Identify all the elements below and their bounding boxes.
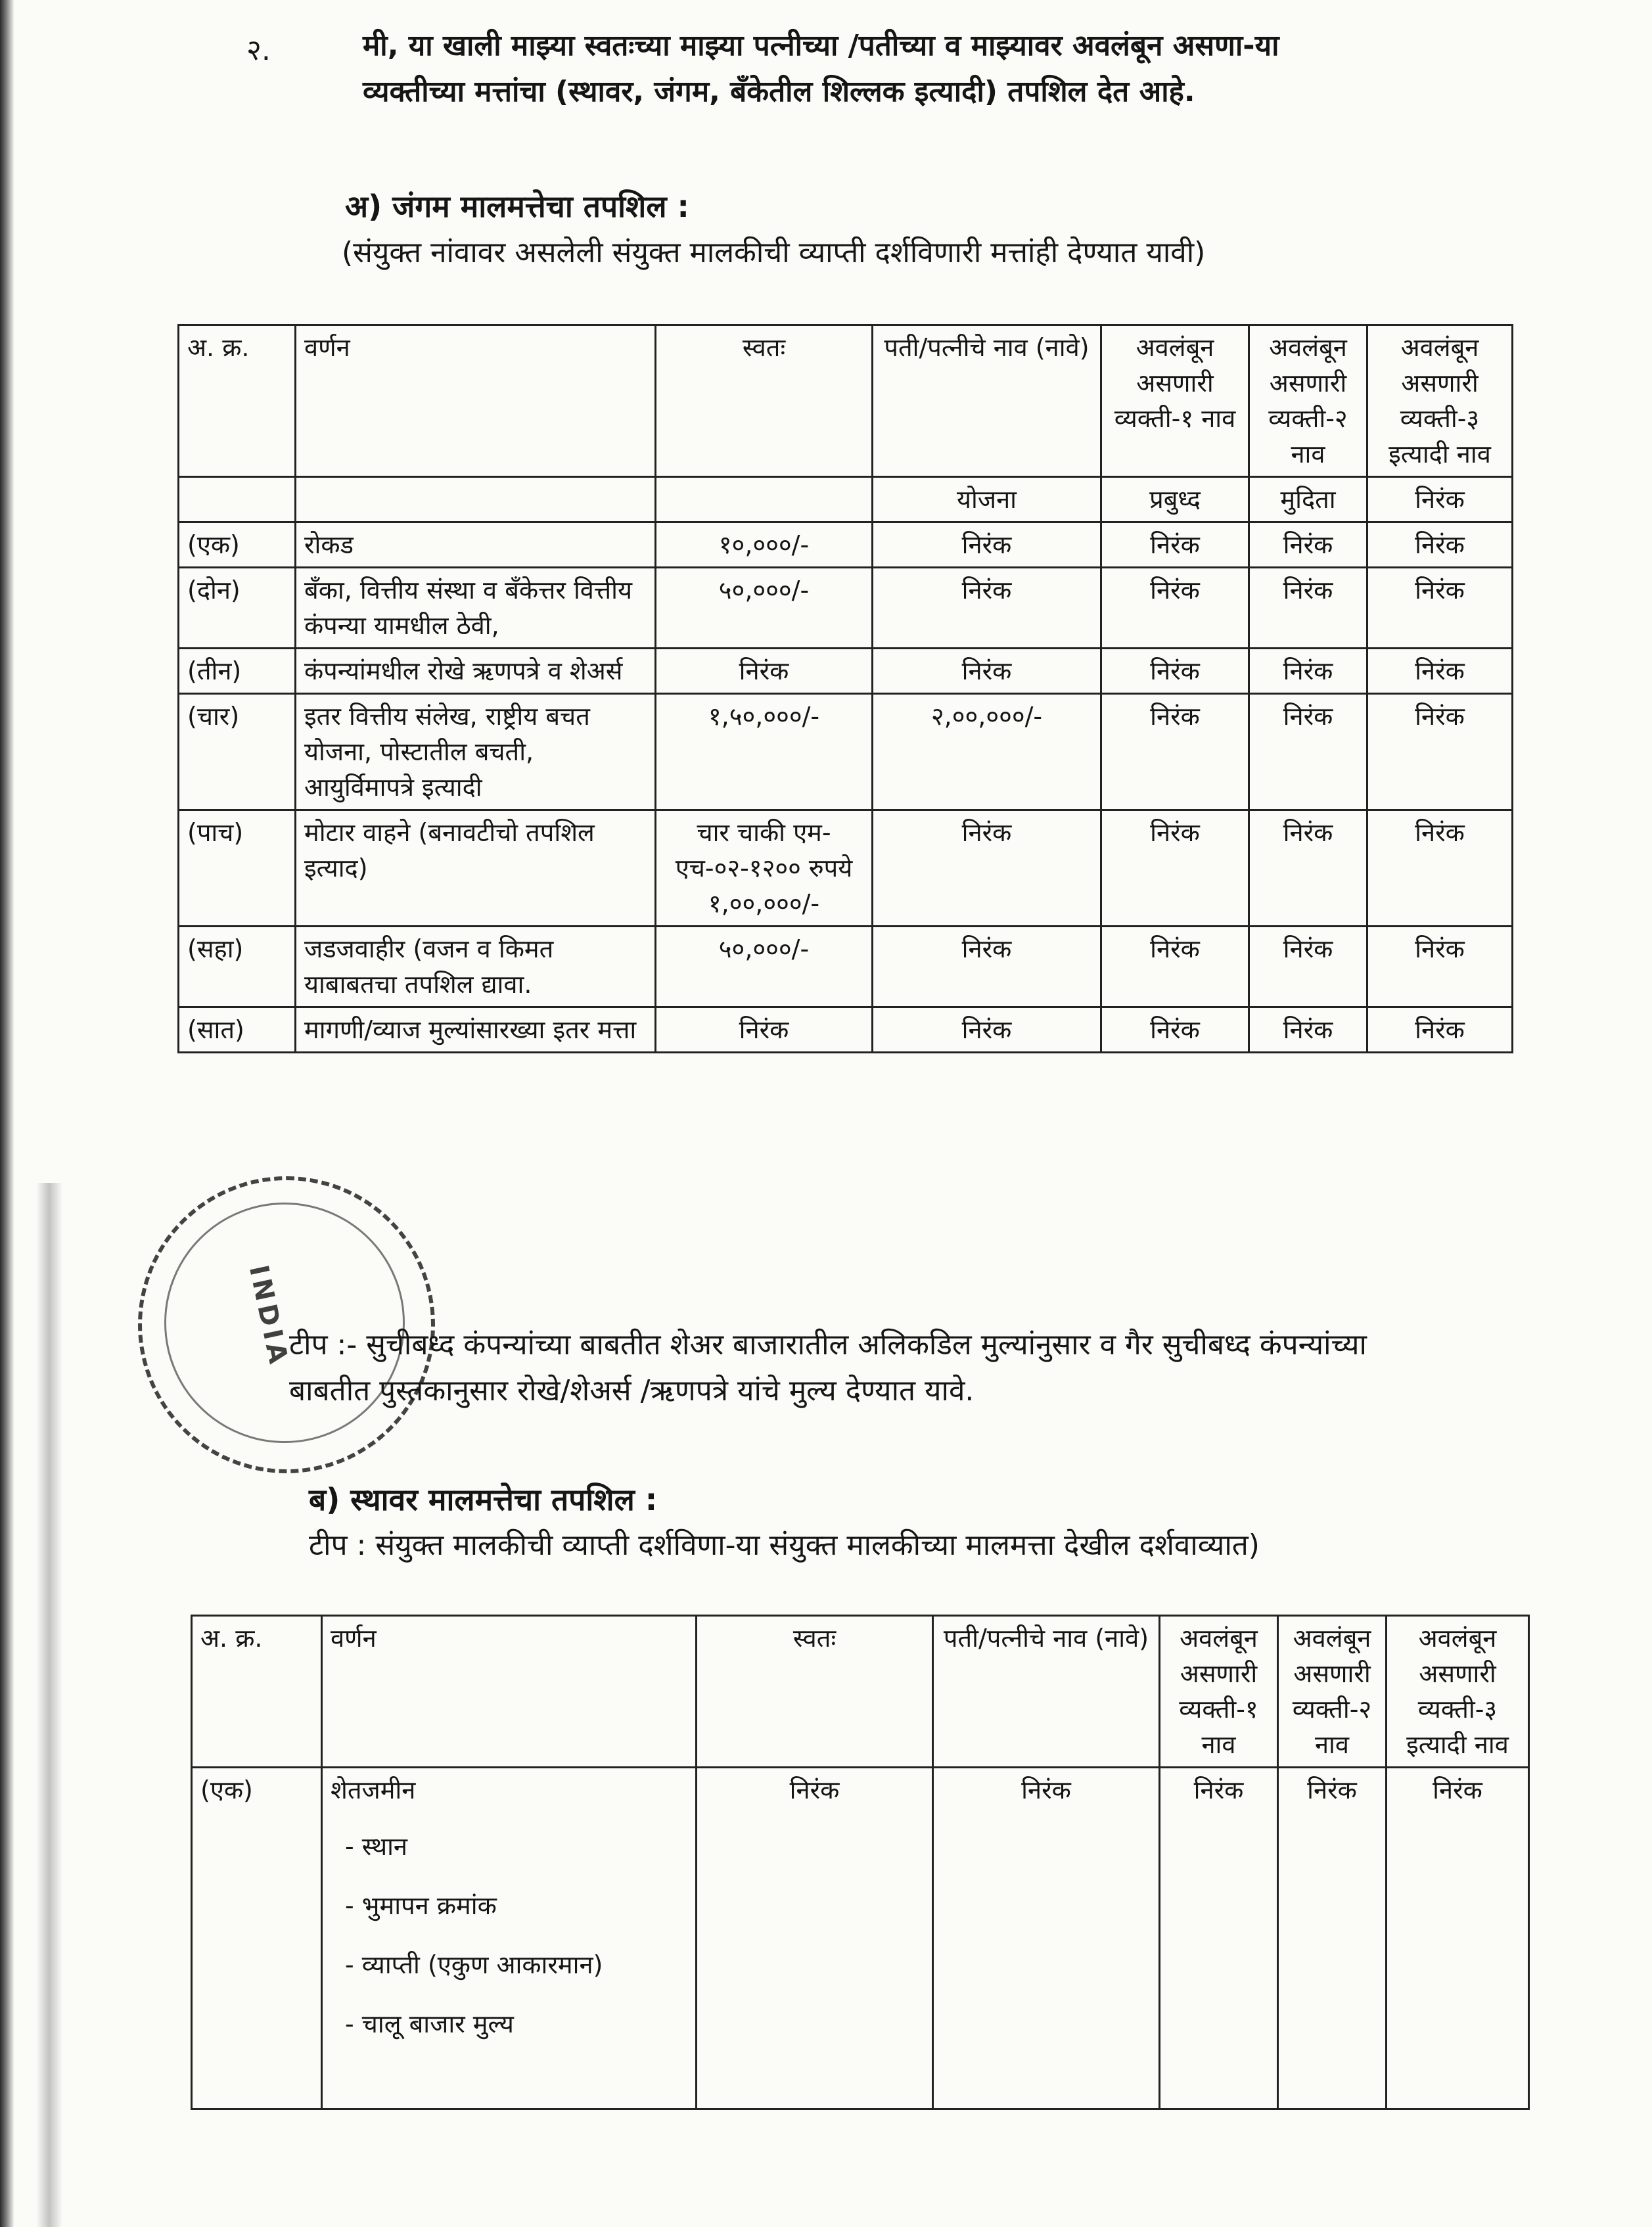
row-dependent-1-value: निरंक — [1160, 1768, 1278, 2109]
table-row — [179, 1007, 1513, 1053]
dependent-2-name: मुदिता — [1249, 477, 1367, 522]
row-dependent-3-value: निरंक — [1367, 522, 1513, 568]
header-dependent-2: अवलंबून असणारी व्यक्ती-२ नाव — [1249, 325, 1367, 477]
row-dependent-2-value: निरंक — [1249, 649, 1367, 694]
row-self-value: निरंक — [656, 649, 873, 694]
header-self: स्वतः — [656, 325, 873, 477]
row-dependent-3-value: निरंक — [1367, 568, 1513, 649]
spouse-name: योजना — [873, 477, 1101, 522]
row-dependent-2-value: निरंक — [1249, 694, 1367, 810]
dependent-3-name: निरंक — [1367, 477, 1513, 522]
row-self-value: १०,०००/- — [656, 522, 873, 568]
table-header-row — [179, 325, 1513, 477]
row-dependent-3-value: निरंक — [1367, 694, 1513, 810]
header-spouse: पती/पत्नीचे नाव (नावे) — [873, 325, 1101, 477]
row-sr: (दोन) — [179, 568, 296, 649]
row-spouse-value: २,००,०००/- — [873, 694, 1101, 810]
list-item: - भुमापन क्रमांक — [345, 1891, 497, 1920]
table-names-row — [179, 477, 1513, 522]
section-number: २. — [246, 34, 271, 67]
land-details-list — [331, 1817, 687, 2054]
row-self-value: चार चाकी एम-एच-०२-१२०० रुपये १,००,०००/- — [656, 810, 873, 927]
movable-subheading: (संयुक्त नांवावर असलेली संयुक्त मालकीची व्याप्ती दर्शविणारी मत्तांही देण्यात यावी) — [342, 236, 1206, 269]
row-self-value: निरंक — [656, 1007, 873, 1053]
row-spouse-value: निरंक — [873, 927, 1101, 1007]
row-description: जडजवाहीर (वजन व किमत याबाबतचा तपशिल द्यावा. — [296, 927, 656, 1007]
note-line-2: बाबतीत पुस्तकानुसार रोखे/शेअर्स /ऋणपत्रे यांचे मुल्य देण्यात यावे. — [289, 1374, 975, 1408]
scan-shadow-stripe — [36, 1183, 62, 2227]
list-item: - चालू बाजार मुल्य — [345, 2009, 514, 2038]
intro-line-2: व्यक्तीच्या मत्तांचा (स्थावर, जंगम, बँकेतील शिल्लक इत्यादी) तपशिल देत आहे. — [363, 75, 1195, 108]
header-dependent-3: अवलंबून असणारी व्यक्ती-३ इत्यादी नाव — [1367, 325, 1513, 477]
row-dependent-1-value: निरंक — [1101, 810, 1249, 927]
header-dependent-1: अवलंबून असणारी व्यक्ती-१ नाव — [1160, 1616, 1278, 1768]
movable-heading: अ) जंगम मालमत्तेचा तपशिल : — [345, 189, 689, 224]
table-row — [179, 810, 1513, 927]
row-sr: (तीन) — [179, 649, 296, 694]
table-row — [179, 927, 1513, 1007]
row-sr: (चार) — [179, 694, 296, 810]
header-description: वर्णन — [296, 325, 656, 477]
table-header-row — [192, 1616, 1529, 1768]
table-row — [179, 568, 1513, 649]
row-dependent-2-value: निरंक — [1249, 927, 1367, 1007]
row-dependent-2-value: निरंक — [1249, 568, 1367, 649]
immovable-assets-table — [191, 1615, 1530, 2110]
row-dependent-1-value: निरंक — [1101, 1007, 1249, 1053]
names-cell — [296, 477, 656, 522]
row-dependent-2-value: निरंक — [1249, 1007, 1367, 1053]
row-description: मोटार वाहने (बनावटीचो तपशिल इत्याद) — [296, 810, 656, 927]
row-dependent-3-value: निरंक — [1367, 1007, 1513, 1053]
row-sr: (सहा) — [179, 927, 296, 1007]
row-sr: (पाच) — [179, 810, 296, 927]
header-sr: अ. क्र. — [179, 325, 296, 477]
header-sr: अ. क्र. — [192, 1616, 322, 1768]
row-description: रोकड — [296, 522, 656, 568]
row-dependent-1-value: निरंक — [1101, 522, 1249, 568]
row-spouse-value: निरंक — [933, 1768, 1160, 2109]
row-sr: (एक) — [192, 1768, 322, 2109]
row-spouse-value: निरंक — [873, 649, 1101, 694]
row-dependent-3-value: निरंक — [1367, 649, 1513, 694]
table-row — [192, 1768, 1529, 2109]
row-description: कंपन्यांमधील रोखे ऋणपत्रे व शेअर्स — [296, 649, 656, 694]
row-sr: (सात) — [179, 1007, 296, 1053]
row-self-value: निरंक — [697, 1768, 933, 2109]
row-self-value: १,५०,०००/- — [656, 694, 873, 810]
dependent-1-name: प्रबुध्द — [1101, 477, 1249, 522]
row-dependent-1-value: निरंक — [1101, 568, 1249, 649]
row-dependent-2-value: निरंक — [1278, 1768, 1387, 2109]
row-dependent-3-value: निरंक — [1367, 927, 1513, 1007]
row-description — [322, 1768, 697, 2109]
header-description: वर्णन — [322, 1616, 697, 1768]
names-cell — [179, 477, 296, 522]
official-stamp-text: INDIA — [242, 1262, 294, 1370]
row-spouse-value: निरंक — [873, 522, 1101, 568]
list-item: - स्थान — [345, 1832, 408, 1861]
immovable-subheading: टीप : संयुक्त मालकीची व्याप्ती दर्शविणा-या संयुक्त मालकीच्या मालमत्ता देखील दर्शवाव्यात) — [309, 1528, 1260, 1562]
immovable-heading: ब) स्थावर मालमत्तेचा तपशिल : — [309, 1482, 658, 1517]
table-row — [179, 522, 1513, 568]
row-dependent-1-value: निरंक — [1101, 649, 1249, 694]
row-description: इतर वित्तीय संलेख, राष्ट्रीय बचत योजना, पोस्टातील बचती, आयुर्विमापत्रे इत्यादी — [296, 694, 656, 810]
intro-line-1: मी, या खाली माझ्या स्वतःच्या माझ्या पत्नीच्या /पतीच्या व माझ्यावर अवलंबून असणा-या — [363, 29, 1279, 62]
header-spouse: पती/पत्नीचे नाव (नावे) — [933, 1616, 1160, 1768]
row-dependent-2-value: निरंक — [1249, 522, 1367, 568]
movable-assets-table — [177, 324, 1513, 1053]
row-sr: (एक) — [179, 522, 296, 568]
row-dependent-1-value: निरंक — [1101, 694, 1249, 810]
row-description-title: शेतजमीन — [331, 1776, 416, 1804]
table-row — [179, 649, 1513, 694]
table-row — [179, 694, 1513, 810]
list-item: - व्याप्ती (एकुण आकारमान) — [345, 1950, 603, 1979]
names-cell — [656, 477, 873, 522]
row-dependent-1-value: निरंक — [1101, 927, 1249, 1007]
note-line-1: टीप :- सुचीबध्द कंपन्यांच्या बाबतीत शेअर बाजारातील अलिकडिल मुल्यांनुसार व गैर सुचीबध्द कंपन्यांच्या — [289, 1328, 1367, 1362]
header-dependent-3: अवलंबून असणारी व्यक्ती-३ इत्यादी नाव — [1387, 1616, 1529, 1768]
row-description: बँका, वित्तीय संस्था व बँकेत्तर वित्तीय कंपन्या यामधील ठेवी, — [296, 568, 656, 649]
row-spouse-value: निरंक — [873, 1007, 1101, 1053]
row-spouse-value: निरंक — [873, 568, 1101, 649]
header-dependent-2: अवलंबून असणारी व्यक्ती-२ नाव — [1278, 1616, 1387, 1768]
header-self: स्वतः — [697, 1616, 933, 1768]
row-self-value: ५०,०००/- — [656, 568, 873, 649]
scan-shadow-edge — [0, 0, 14, 2227]
header-dependent-1: अवलंबून असणारी व्यक्ती-१ नाव — [1101, 325, 1249, 477]
row-self-value: ५०,०००/- — [656, 927, 873, 1007]
row-dependent-3-value: निरंक — [1367, 810, 1513, 927]
row-dependent-3-value: निरंक — [1387, 1768, 1529, 2109]
row-description: मागणी/व्याज मुल्यांसारख्या इतर मत्ता — [296, 1007, 656, 1053]
row-spouse-value: निरंक — [873, 810, 1101, 927]
row-dependent-2-value: निरंक — [1249, 810, 1367, 927]
